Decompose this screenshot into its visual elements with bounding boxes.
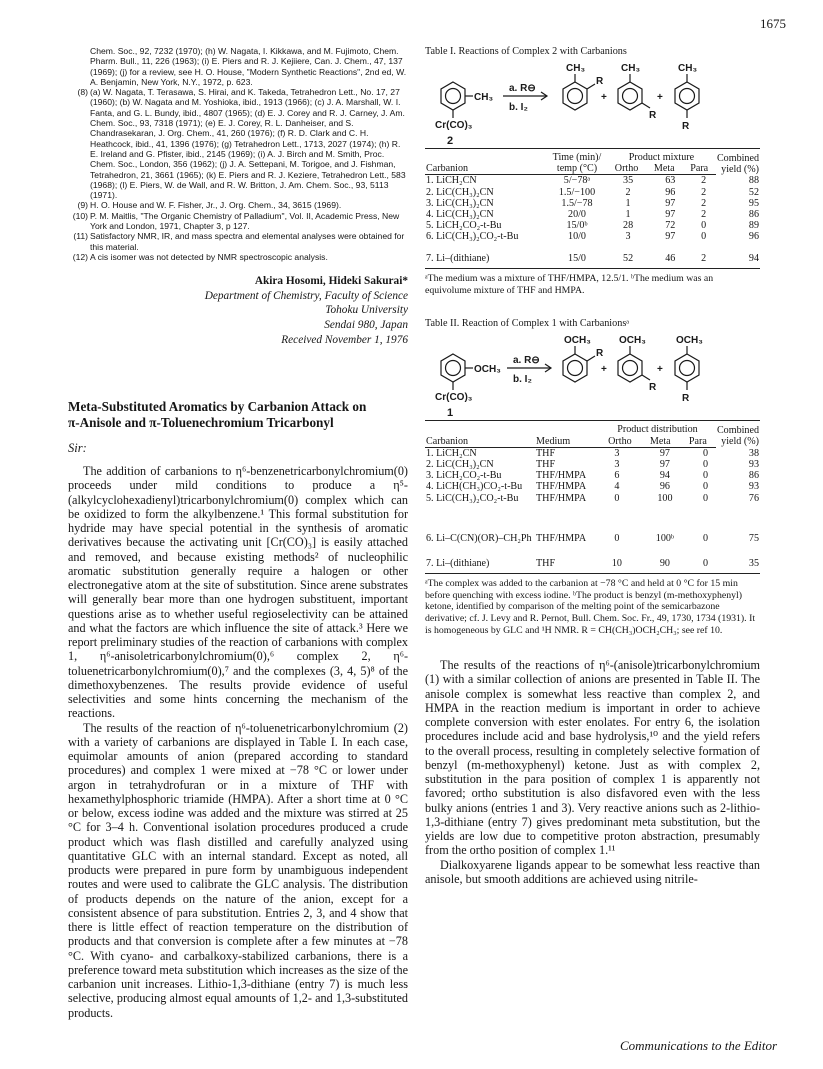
svg-text:1: 1 xyxy=(447,407,454,420)
svg-text:a. R⊖: a. R⊖ xyxy=(509,83,536,94)
svg-text:a. R⊖: a. R⊖ xyxy=(513,355,540,367)
table1-footnote: ᵃThe medium was a mixture of THF/HMPA, 12.5/1. ᵇThe medium was an equivolume mixture of THF and HMPA. xyxy=(425,273,714,296)
svg-text:+: + xyxy=(601,92,607,103)
paragraph: The addition of carbanions to η⁶-benzenetricarbonylchromium(0) proceeds under mild conditions to produce a η⁵-(alkylcyclohexadienyl)tricarbonylchromium(0) complex which can be oxidized to form the alkylbenzene.¹ This formal substitution for hydride may have special potential in the synthesis of aromatic derivatives because the activating unit [Cr(CO)₃] is easily attached and removed, and because existing methods² of nucleophilic aromatic substitution generally require a halogen or other electronegative atom at the site of substitution. Since arene substrates will generally bear more than one hydrogen substituent, important questions arise as to whether useful regioselectivity can be attained and what the factors are which influence the site of attack.³ Here we report preliminary studies of the reaction of carbanions with complex 1, η⁶-anisoletricarbonylchromium(0),⁶ complex 2, η⁶-toluenetricarbonylchromium(0),⁷ and the complexes (3, 4, 5)⁸ of the dimethoxybenzenes. The results provide evidence of useful selectivities and some hints concerning the mechanism of the reactions. xyxy=(68,464,408,721)
journal-section-footer: Communications to the Editor xyxy=(620,1038,778,1053)
table1-carbanion-header: Carbanion xyxy=(425,152,547,175)
article-title: Meta-Substituted Aromatics by Carbanion Attack on π-Anisole and π-Toluenechromium Tricarbonyl xyxy=(68,399,367,431)
author-signature xyxy=(68,274,408,347)
reference-item: (11) Satisfactory NMR, IR, and mass spectra and elemental analyses were obtained for this material. xyxy=(73,231,405,252)
table2-caption: Table II. Reaction of Complex 1 with Carbanionsᵃ xyxy=(425,318,630,330)
aromatic-circle xyxy=(446,89,461,104)
svg-text:+: + xyxy=(657,364,663,376)
table2-yield-header: Combined yield (%) xyxy=(716,421,760,447)
salutation: Sir: xyxy=(68,441,87,456)
table1: Combined yield (%) Carbanion Time (min)/ temp (°C) Product mixture Ortho Meta Para 1. LiCH₂CN 5/−78ᵃ 35 63 2 88 2. LiC(CH₃)₂CN 1.5/−100 2 96 2 52 3. LiC(CH₃)₂CN 1.5/−78 1 97 2 95 4. LiC(CH₃)₂CN 20/0 1 97 2 86 5. LiCH₂CO₂-t-Bu 15/0ᵇ 28 72 0 89 6. LiC(CH₃)₂CO₂-t-Bu 10/0 3 97 0 96 7. Li–(dithiane) 15/0 52 46 2 94 xyxy=(425,148,760,269)
reference-item: (9) H. O. House and W. F. Fisher, Jr., J. Org. Chem., 34, 3615 (1969). xyxy=(77,200,342,211)
svg-text:OCH₃: OCH₃ xyxy=(564,335,591,347)
table2: Combined yield (%) Carbanion Medium Product distribution Ortho Meta Para 1. LiCH₂CN THF 3 97 0 38 2. LiC(CH₃)₂CN THF 3 97 0 93 3. LiCH₂CO₂-t-Bu THF/HMPA 6 94 0 86 4. LiCH(CH₃)CO₂-t-Bu THF/HMPA 4 96 0 93 5. LiC(CH₃)₂CO₂-t-Bu THF/HMPA 0 100 0 76 6. Li–C(CN)(OR)–CH₂Ph THF/HMPA 0 100ᵇ 0 75 7. Li–(dithiane) THF 10 90 0 35 xyxy=(425,420,760,574)
table2-distribution-header: Product distribution xyxy=(617,424,698,436)
reference-item: (12) A cis isomer was not detected by NMR spectroscopic analysis. xyxy=(72,251,328,262)
table1-mixture-header: Product mixture xyxy=(628,152,695,163)
table-row: 3. LiC(CH₃)₂CN 1.5/−78 1 97 2 95 xyxy=(426,197,759,209)
author-names: Akira Hosomi, Hideki Sakurai* xyxy=(254,275,408,288)
department: Department of Chemistry, Faculty of Science xyxy=(204,289,408,302)
reference-item: (10) P. M. Maitlis, "The Organic Chemistry of Palladium", Vol. II, Academic Press, New York and London, 1971, Chapter 3, p 127. xyxy=(72,210,400,232)
table-row: 7. Li–(dithiane) THF 10 90 0 35 xyxy=(425,544,760,574)
table2-carbanion-header: Carbanion xyxy=(425,424,535,447)
svg-text:CH₃: CH₃ xyxy=(621,63,641,74)
svg-text:R: R xyxy=(596,348,604,360)
table1-yield-header: Combined yield (%) xyxy=(716,149,760,175)
paragraph: The results of the reactions of η⁶-(anisole)tricarbonylchromium (1) with a similar collection of anions are presented in Table II. The anisole complex is somewhat less reactive than complex 2, and HMPA in the reaction medium is important in order to achieve complete conversion with ester enolates. For entry 6, the isolation procedures include acid and base hydrolysis,¹⁰ and the yield refers to the overall process, resulting in completely selective formation of benzyl (m-methoxyphenyl) ketone. Just as with complex 2, substitution in the para position of complex 1 is apparently not favored; ortho substitution is also disfavored even with the less bulky anions (entries 1 and 3). Very reactive anions such as 2-lithio-1,3-dithiane (entry 7) gives predominant meta substitution, but the yields are low due to competitive proton abstraction, presumably from the ortho position of complex 1.¹¹ xyxy=(425,658,760,858)
svg-text:CH₃: CH₃ xyxy=(678,63,698,74)
paragraph: The results of the reaction of η⁶-toluenetricarbonylchromium (2) with a variety of carbanions are displayed in Table I. In each case, equimolar amounts of anion (prepared according to standard procedures) and complex 1 were mixed at −78 °C or lower under argon in tetrahydrofuran or in a mixture of THF with hexamethylphosphoric triamide (HMPA). After a short time at 0 °C or below, excess iodine was added and the mixture was stirred at 25 °C for 3–4 h. Conventional isolation procedures produced a crude product which was flash distilled and carefully analyzed using quantitative GLC with an internal standard. Except as noted, all products were prepared in pure form by unambiguous independent routes and were used to calibrate the GLC analysis. The distribution of products depends on the nature of the anion, except for a consistent absence of para substitution. Entries 2, 3, and 4 show that there is little effect of reaction temperature on the distribution of products and that conversion is complete after a few minutes at −78 °C. With cyano- and carbalkoxy-stabilized carbanions, there is a preference toward meta substitution which increases as the size of the carbanion unit increases. Lithio-1,3-dithiane (entry 7) is much less selective, producing almost equal amounts of 1,2- and 1,3-substituted products. xyxy=(68,720,408,1020)
svg-text:OCH₃: OCH₃ xyxy=(619,335,646,347)
svg-text:R: R xyxy=(649,110,657,121)
svg-text:2: 2 xyxy=(447,135,454,147)
table-row: 7. Li–(dithiane) 15/0 52 46 2 94 xyxy=(425,243,760,269)
city: Sendai 980, Japan xyxy=(324,319,408,332)
table2-medium-header: Medium xyxy=(535,424,599,447)
table1-caption: Table I. Reactions of Complex 2 with Carbanions xyxy=(425,46,627,57)
table-row: 4. LiCH(CH₃)CO₂-t-Bu THF/HMPA 4 96 0 93 xyxy=(426,481,759,493)
svg-text:OCH₃: OCH₃ xyxy=(474,364,501,376)
table-row: 3. LiCH₂CO₂-t-Bu THF/HMPA 6 94 0 86 xyxy=(426,470,759,482)
reference-item: Chem. Soc., 92, 7232 (1970); (h) W. Nagata, I. Kikkawa, and M. Fujimoto, Chem. Pharm. Bull., 11, 226 (1963); (i) E. Piers and R. J. Kejiiere, Can. J. Chem., 47, 137 (1969); (j) for a review, see H. O. House, "Modern Synthetic Reactions", 2nd ed, W. A. Benjamin, New York, N.Y., 1972, p. 623. xyxy=(90,46,407,87)
reaction-scheme-figure xyxy=(425,332,760,420)
reaction-scheme-figure xyxy=(425,60,760,148)
svg-text:R: R xyxy=(682,393,690,405)
svg-text:R: R xyxy=(682,121,690,132)
svg-text:CH₃: CH₃ xyxy=(566,63,586,74)
svg-text:+: + xyxy=(657,92,663,103)
table2-footnote: ᵃThe complex was added to the carbanion at −78 °C and held at 0 °C for 15 min before quenching with excess iodine. ᵇThe product is benzyl (m-methoxyphenyl) ketone, identified by comparison of the melting point of the semicarbazone derivative; cf. J. Levy and R. Pernot, Bull. Chem. Soc. Fr., 49, 1730, 1734 (1931). It is homogeneous by GLC and ¹H NMR. R = CH(CH₃)OCH₂CH₃; see ref 10. xyxy=(425,578,756,636)
table2-scheme xyxy=(425,332,760,420)
reference-item: (8) (a) W. Nagata, T. Terasawa, S. Hirai, and K. Takeda, Tetrahedron Lett., No. 17, 27 (1960); (b) W. Nagata and M. Yoshioka, ibid., 1913 (1966); (c) J. A. Marshall, W. I. Fanta, and G. L. Bundy, ibid., 4807 (1965); (d) E. J. Corey and R. J. Carney, J. Am. Chem. Soc., 93, 7318 (1971); (e) E. J. Corey, R. L. Danheiser, and S. Chandrasekaran, J. Org. Chem., 41, 260 (1976); (f) R. D. Clark and C. H. Heathcock, ibid., 41, 1396 (1976); (g) Tetrahedron Lett., 1713, 2027 (1974); (h) R. E. Ireland and G. Pfister, ibid., 2145 (1969); (i) A. J. Birch and M. Smith, Proc. Chem. Soc., London, 356 (1962); (j) J. A. Settepani, M. Torigoe, and J. Fishman, Tetrahedron, 21, 3661 (1965); (k) E. Piers and R. J. Keziere, Tetrahedron Lett., 583 (1968); (l) E. Piers, W. de Wall, and R. W. Britton, J. Am. Chem. Soc., 93, 5113 (1971). xyxy=(77,87,406,201)
svg-text:CH₃: CH₃ xyxy=(474,92,494,103)
table-row: 5. LiCH₂CO₂-t-Bu 15/0ᵇ 28 72 0 89 xyxy=(426,220,759,232)
table-row: 1. LiCH₂CN 5/−78ᵃ 35 63 2 88 xyxy=(426,175,759,187)
svg-text:R: R xyxy=(649,382,657,394)
table-row: 5. LiC(CH₃)₂CO₂-t-Bu THF/HMPA 0 100 0 76 xyxy=(426,492,759,504)
table-row: 2. LiC(CH₃)₂CN THF 3 97 0 93 xyxy=(426,458,759,470)
product-ring-para xyxy=(675,82,699,110)
svg-text:R: R xyxy=(596,76,604,87)
svg-text:b. I₂: b. I₂ xyxy=(513,374,532,386)
svg-text:Cr(CO)₃: Cr(CO)₃ xyxy=(435,392,473,404)
table-row: 2. LiC(CH₃)₂CN 1.5/−100 2 96 2 52 xyxy=(426,186,759,198)
product-ring-meta xyxy=(618,82,642,110)
received-date: Received November 1, 1976 xyxy=(281,333,408,346)
article-body-right xyxy=(425,658,760,886)
product-ring-ortho xyxy=(563,82,587,110)
svg-text:b. I₂: b. I₂ xyxy=(509,102,528,113)
page-number: 1675 xyxy=(760,16,786,31)
svg-text:+: + xyxy=(601,364,607,376)
paragraph: Dialkoxyarene ligands appear to be somewhat less reactive than anisole, but smooth additions are achieved using nitrile- xyxy=(425,857,760,886)
table-row: 1. LiCH₂CN THF 3 97 0 38 xyxy=(426,447,759,459)
university: Tohoku University xyxy=(325,304,408,317)
table1-scheme xyxy=(425,60,760,148)
article-body-left xyxy=(68,464,408,1020)
reference-list xyxy=(68,46,408,262)
benzene-ring xyxy=(441,82,465,110)
table-row: 6. LiC(CH₃)₂CO₂-t-Bu 10/0 3 97 0 96 xyxy=(426,231,759,243)
svg-text:Cr(CO)₃: Cr(CO)₃ xyxy=(435,120,473,131)
table1-time-header: Time (min)/ temp (°C) xyxy=(547,152,607,175)
svg-text:OCH₃: OCH₃ xyxy=(676,335,703,347)
table-row: 6. Li–C(CN)(OR)–CH₂Ph THF/HMPA 0 100ᵇ 0 75 xyxy=(426,532,759,544)
table-row: 4. LiC(CH₃)₂CN 20/0 1 97 2 86 xyxy=(426,209,759,221)
